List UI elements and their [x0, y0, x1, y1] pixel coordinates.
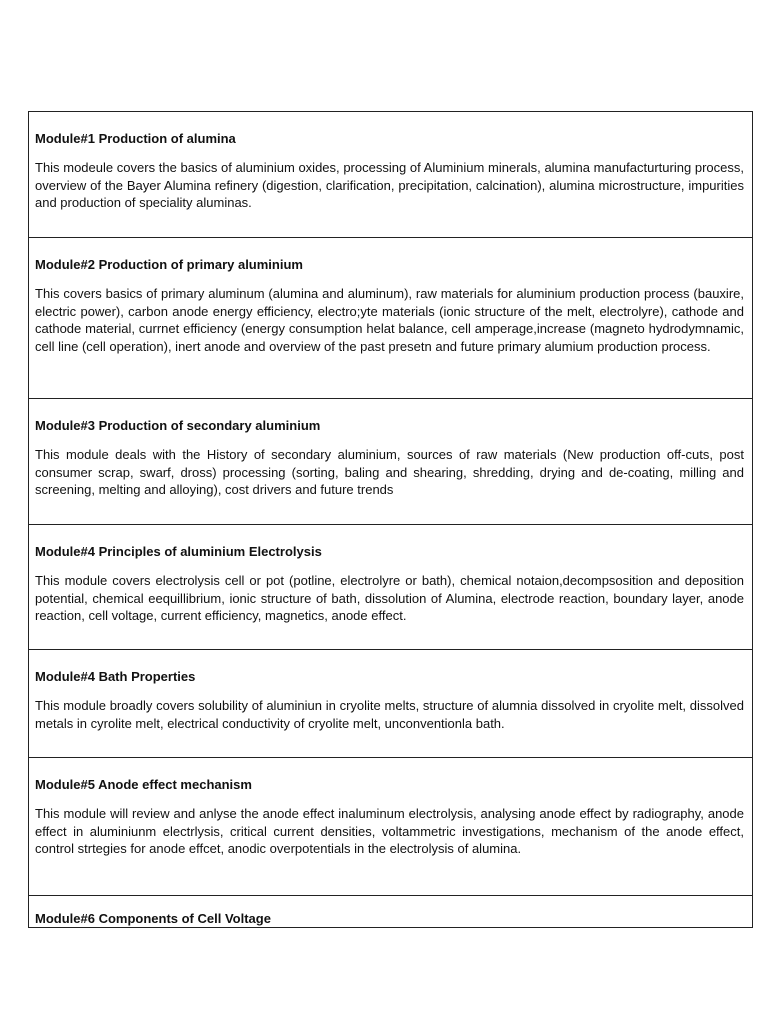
module-title: Module#2 Production of primary aluminium	[35, 257, 303, 272]
module-description: This module broadly covers solubility of aluminiun in cryolite melts, structure of alumnia dissolved in cryolite melt, dissolved metals in cyrolite melt, electrical conductivity of cryolite melt, unconventionla bath.	[35, 698, 744, 731]
module-section	[29, 238, 752, 399]
module-description: This module will review and anlyse the anode effect inaluminum electrolysis, analysing anode effect by radiography, anode effect in aluminiunm electrlysis, critical current densities, voltammetric investigations, mechanism of the anode effect, control strtegies for anode effcet, anodic overpotentials in the electrolysis of alumina.	[35, 806, 744, 857]
module-section	[29, 399, 752, 525]
module-title: Module#6 Components of Cell Voltage	[35, 911, 271, 926]
module-title: Module#5 Anode effect mechanism	[35, 777, 252, 792]
module-description: This module covers electrolysis cell or pot (potline, electrolyre or bath), chemical notaion,decompsosition and deposition potential, chemical eequillibrium, ionic structure of bath, dissolution of Alumina, electrode reaction, boundary layer, anode reaction, cell voltage, current efficiency, magnetics, anode effect.	[35, 573, 744, 624]
module-section	[29, 525, 752, 650]
module-table	[28, 111, 753, 928]
module-description: This modeule covers the basics of aluminium oxides, processing of Aluminium minerals, alumina manufacturturing process, overview of the Bayer Alumina refinery (digestion, clarification, precipitation, calcination), alumina microstructure, impurities and production of speciality aluminas.	[35, 160, 744, 211]
module-section	[29, 758, 752, 896]
module-title: Module#4 Principles of aluminium Electrolysis	[35, 544, 322, 559]
module-description: This module deals with the History of secondary aluminium, sources of raw materials (New production off-cuts, post consumer scrap, swarf, dross) processing (sorting, baling and shearing, shredding, drying and de-coating, milling and screening, melting and alloying), cost drivers and future trends	[35, 447, 744, 498]
module-title: Module#1 Production of alumina	[35, 131, 236, 146]
module-title: Module#4 Bath Properties	[35, 669, 196, 684]
module-section	[29, 650, 752, 758]
module-title: Module#3 Production of secondary aluminium	[35, 418, 321, 433]
module-description: This covers basics of primary aluminum (alumina and aluminum), raw materials for aluminium production process (bauxire, electric power), carbon anode energy efficiency, electro;yte materials (ionic structure of the melt, electrolyre), cathode and cathode material, currnet efficiency (energy consumption helat balance, cell amperage,increase (magneto hydrodymnamic, cell line (cell operation), inert anode and overview of the past presetn and future primary alumium production process.	[35, 286, 744, 354]
module-section	[29, 896, 752, 928]
module-section	[29, 112, 752, 238]
